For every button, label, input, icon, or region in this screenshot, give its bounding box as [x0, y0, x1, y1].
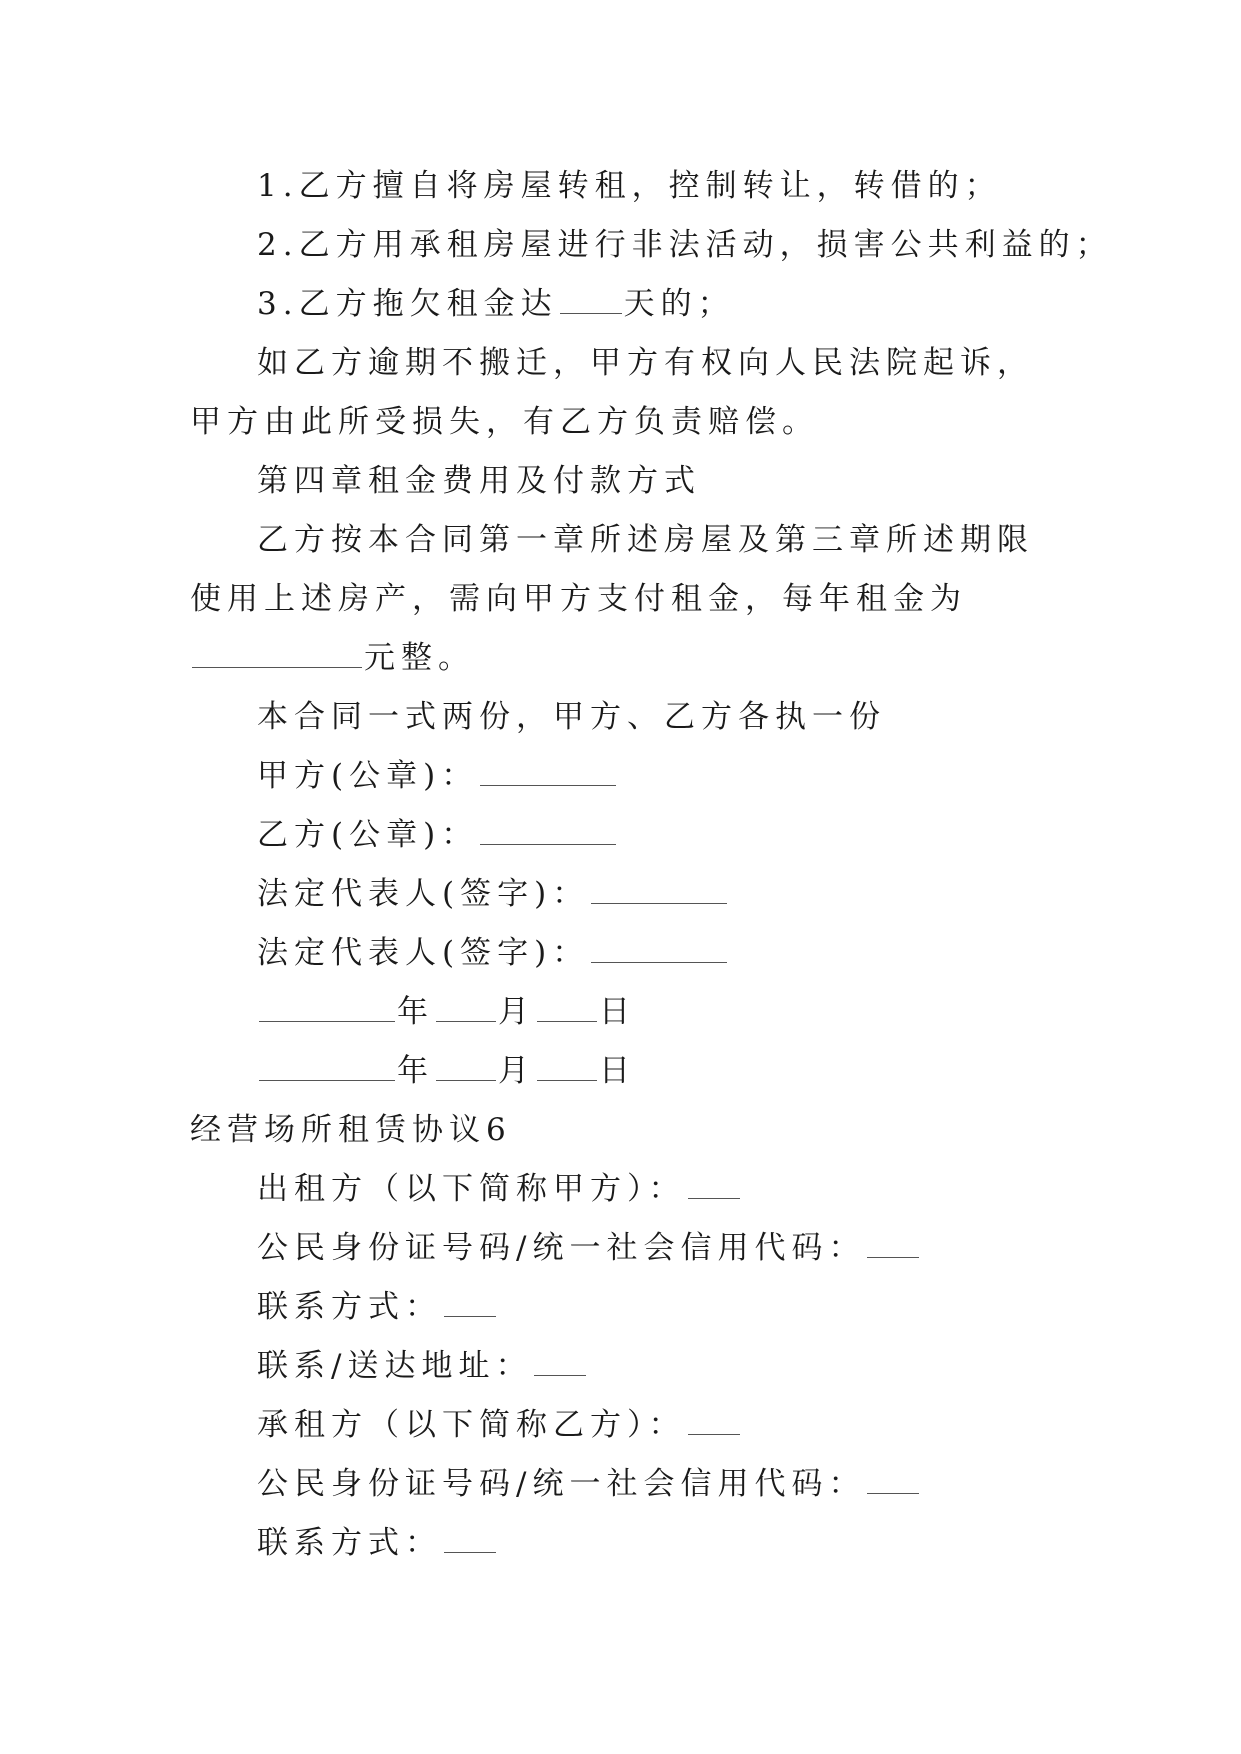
- list-item-2: 2.乙方用承租房屋进行非法活动，损害公共利益的；: [257, 227, 1113, 263]
- list-item-3-after: 天的；: [623, 286, 735, 322]
- year-label: 年: [397, 1053, 434, 1089]
- lessor-id-line: [190, 1219, 1058, 1278]
- lessor-contact-label: 联系方式：: [257, 1289, 442, 1325]
- month-label: 月: [498, 1053, 535, 1089]
- blank-line: [537, 1051, 597, 1081]
- party-b-seal-line: [190, 806, 1058, 865]
- overdue-paragraph: 如乙方逾期不搬迁，甲方有权向人民法院起诉，甲方由此所受损失，有乙方负责赔偿。: [190, 345, 1034, 440]
- blank-line: [537, 992, 597, 1022]
- lessor-address-label: 联系/送达地址：: [257, 1348, 533, 1384]
- lessee-id-line: [190, 1455, 1058, 1514]
- blank-line: [867, 1228, 919, 1258]
- blank-line: [192, 638, 362, 668]
- rent-paragraph-before: 乙方按本合同第一章所述房屋及第三章所述期限使用上述房产，需向甲方支付租金，每年租金为: [190, 522, 1034, 617]
- list-item-3: [190, 275, 1058, 334]
- lessor-label: 出租方（以下简称甲方）：: [257, 1171, 686, 1207]
- blank-line: [436, 992, 496, 1022]
- blank-line: [867, 1464, 919, 1494]
- blank-line: [259, 992, 395, 1022]
- document-body: [190, 157, 1113, 1573]
- list-item-1: 1.乙方擅自将房屋转租，控制转让，转借的；: [257, 168, 1002, 204]
- lessee-id-label: 公民身份证号码/统一社会信用代码：: [257, 1466, 866, 1502]
- copies-line: 本合同一式两份，甲方、乙方各执一份: [257, 699, 886, 735]
- lessee-line: [190, 1396, 1058, 1455]
- legal-rep-label-2: 法定代表人(签字)：: [257, 935, 590, 971]
- blank-line: [436, 1051, 496, 1081]
- blank-line: [688, 1405, 740, 1435]
- lessor-id-label: 公民身份证号码/统一社会信用代码：: [257, 1230, 866, 1266]
- party-a-seal-line: [190, 747, 1058, 806]
- lessor-contact-line: [190, 1278, 1058, 1337]
- year-label: 年: [397, 994, 434, 1030]
- day-label: 日: [599, 1053, 636, 1089]
- blank-line: [480, 756, 616, 786]
- blank-line: [444, 1523, 496, 1553]
- party-a-seal-label: 甲方(公章)：: [257, 758, 479, 794]
- blank-line: [259, 1051, 395, 1081]
- date-line-2: [190, 1042, 1058, 1101]
- blank-line: [560, 284, 622, 314]
- blank-line: [534, 1346, 586, 1376]
- lessor-address-line: [190, 1337, 1058, 1396]
- section-title: 经营场所租赁协议6: [190, 1112, 512, 1148]
- lessee-label: 承租方（以下简称乙方）：: [257, 1407, 686, 1443]
- blank-line: [591, 933, 727, 963]
- lessee-contact-line: [190, 1514, 1058, 1573]
- month-label: 月: [498, 994, 535, 1030]
- lessee-contact-label: 联系方式：: [257, 1525, 442, 1561]
- lessor-line: [190, 1160, 1058, 1219]
- chapter-4-heading: 第四章租金费用及付款方式: [257, 463, 701, 499]
- rent-paragraph: [190, 511, 1058, 688]
- blank-line: [480, 815, 616, 845]
- blank-line: [591, 874, 727, 904]
- blank-line: [444, 1287, 496, 1317]
- blank-line: [688, 1169, 740, 1199]
- list-item-3-before: 3.乙方拖欠租金达: [257, 286, 558, 322]
- legal-rep-label-1: 法定代表人(签字)：: [257, 876, 590, 912]
- day-label: 日: [599, 994, 636, 1030]
- legal-rep-line-1: [190, 865, 1058, 924]
- legal-rep-line-2: [190, 924, 1058, 983]
- rent-paragraph-after: 元整。: [364, 640, 475, 676]
- date-line-1: [190, 983, 1058, 1042]
- party-b-seal-label: 乙方(公章)：: [257, 817, 479, 853]
